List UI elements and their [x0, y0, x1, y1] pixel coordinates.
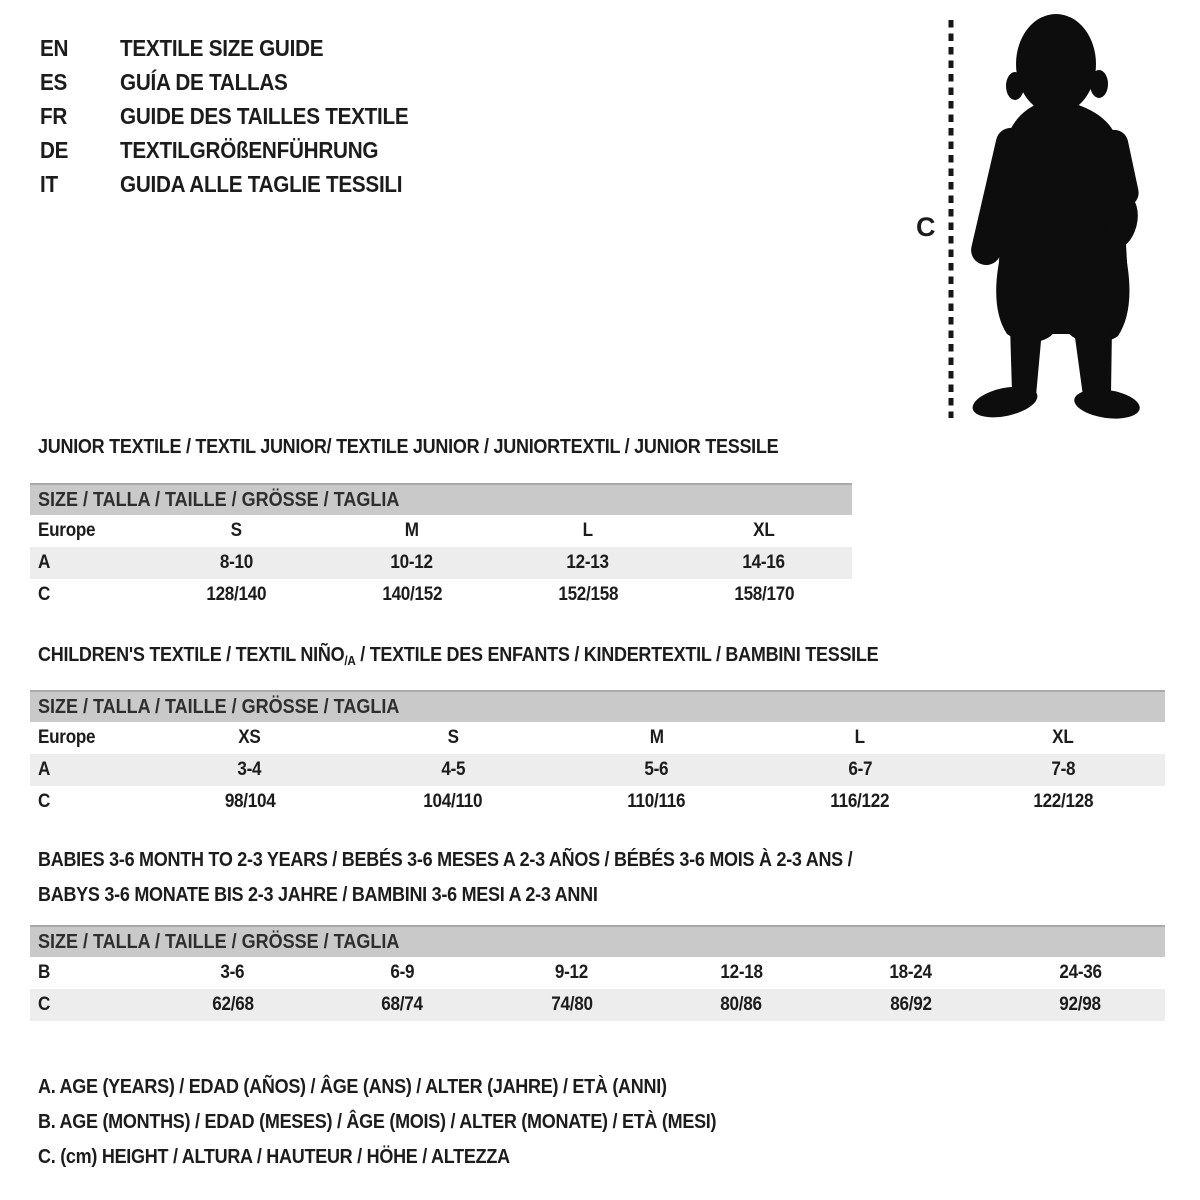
table-row [30, 579, 852, 611]
legend-line-c-text: C. (cm) HEIGHT / ALTURA / HAUTEUR / HÖHE / ALTEZZA [38, 1146, 510, 1168]
section-babies-title-line2 [38, 884, 660, 907]
table-row [30, 786, 1165, 818]
row-label [30, 754, 148, 786]
value-text: 122/128 [1033, 791, 1094, 812]
value-text: 110/116 [627, 791, 686, 812]
title-part: / TEXTILE DES ENFANTS / KINDERTEXTIL / BAMBINI TESSILE [355, 644, 879, 666]
section-children-title [38, 644, 972, 668]
value-cell [826, 957, 996, 989]
value-cell [318, 989, 488, 1021]
value-text: 86/92 [890, 994, 932, 1015]
value-cell [351, 754, 554, 786]
table-row [30, 989, 1165, 1021]
value-text: 12-18 [720, 962, 763, 983]
title-part: CHILDREN'S TEXTILE / TEXTIL NIÑO [38, 644, 345, 666]
row-label [30, 579, 148, 611]
value-text: 3-4 [237, 759, 262, 780]
value-text: 92/98 [1059, 994, 1101, 1015]
value-text: M [405, 520, 419, 541]
children-size-table [30, 690, 1165, 818]
value-cell [148, 515, 324, 547]
row-label-text: Europe [38, 520, 96, 541]
table-row [30, 754, 1165, 786]
legend-line-b [38, 1105, 792, 1140]
legend-line-a [38, 1070, 792, 1105]
section-babies-title-text: BABIES 3-6 MONTH TO 2-3 YEARS / BEBÉS 3-6 MESES A 2-3 AÑOS / BÉBÉS 3-6 MOIS À 2-3 ANS / [38, 849, 853, 871]
language-code: IT [40, 171, 58, 197]
value-cell [555, 722, 758, 754]
value-cell [657, 989, 827, 1021]
legend-line-a-text: A. AGE (YEARS) / EDAD (AÑOS) / ÂGE (ANS) / ALTER (JAHRE) / ETÀ (ANNI) [38, 1076, 667, 1098]
value-cell [996, 989, 1166, 1021]
value-cell [555, 786, 758, 818]
value-cell [826, 989, 996, 1021]
value-text: 6-9 [390, 962, 415, 983]
value-cell [324, 579, 500, 611]
value-text: XL [753, 520, 775, 541]
value-text: 7-8 [1051, 759, 1076, 780]
value-text: XS [238, 727, 261, 748]
value-cell [962, 754, 1165, 786]
height-figure [915, 0, 1165, 430]
value-text: 5-6 [644, 759, 669, 780]
value-text: 4-5 [441, 759, 466, 780]
value-cell [148, 957, 318, 989]
language-label: TEXTILE SIZE GUIDE [120, 35, 324, 61]
row-label [30, 515, 148, 547]
row-label [30, 786, 148, 818]
row-label-text: A [38, 552, 51, 573]
size-header-label: SIZE / TALLA / TAILLE / GRÖSSE / TAGLIA [38, 696, 400, 718]
language-row [40, 31, 441, 65]
row-label-text: Europe [38, 727, 96, 748]
value-text: 158/170 [734, 584, 794, 605]
language-title-list [40, 31, 441, 201]
language-row [40, 133, 441, 167]
size-header-bar [30, 925, 1165, 957]
size-header-bar [30, 690, 1165, 722]
value-text: 8-10 [219, 552, 253, 573]
value-text: 152/158 [558, 584, 618, 605]
value-cell [500, 547, 676, 579]
value-text: XL [1052, 727, 1074, 748]
row-label-text: A [38, 759, 51, 780]
title-part-subscript: /A [344, 653, 356, 668]
legend [38, 1070, 792, 1175]
row-label-text: C [38, 791, 51, 812]
value-text: L [854, 727, 866, 748]
value-text: 24-36 [1059, 962, 1102, 983]
language-label: GUIDE DES TAILLES TEXTILE [120, 103, 409, 129]
section-babies-title-line1 [38, 849, 943, 872]
table-row [30, 547, 852, 579]
language-code: EN [40, 35, 69, 61]
legend-line-c [38, 1140, 792, 1175]
language-label: TEXTILGRÖßENFÜHRUNG [120, 137, 379, 163]
language-row [40, 99, 441, 133]
language-label: GUIDA ALLE TAGLIE TESSILI [120, 171, 403, 197]
table-row [30, 515, 852, 547]
babies-size-table [30, 925, 1165, 1021]
language-code: DE [40, 137, 69, 163]
value-cell [996, 957, 1166, 989]
value-cell [324, 547, 500, 579]
value-cell [148, 722, 351, 754]
value-cell [318, 957, 488, 989]
value-cell [351, 722, 554, 754]
value-text: 104/110 [423, 791, 483, 812]
row-label [30, 989, 148, 1021]
junior-size-table [30, 483, 852, 611]
value-text: 74/80 [551, 994, 593, 1015]
value-text: L [582, 520, 594, 541]
row-label [30, 957, 148, 989]
table-row [30, 957, 1165, 989]
value-cell [676, 547, 852, 579]
value-text: 3-6 [220, 962, 245, 983]
value-text: S [230, 520, 242, 541]
row-label-text: C [38, 994, 51, 1015]
value-cell [487, 957, 657, 989]
value-text: 10-12 [390, 552, 434, 573]
row-label-text: B [38, 962, 51, 983]
row-label [30, 722, 148, 754]
value-cell [657, 957, 827, 989]
value-cell [487, 989, 657, 1021]
language-label: GUÍA DE TALLAS [120, 69, 288, 95]
value-text: 68/74 [381, 994, 423, 1015]
table-row [30, 722, 1165, 754]
value-cell [351, 786, 554, 818]
language-code: FR [40, 103, 68, 129]
value-text: 80/86 [720, 994, 762, 1015]
value-text: S [447, 727, 459, 748]
height-measure-label: C [916, 212, 936, 242]
value-cell [555, 754, 758, 786]
row-label-text: C [38, 584, 51, 605]
size-header-label: SIZE / TALLA / TAILLE / GRÖSSE / TAGLIA [38, 489, 400, 511]
value-cell [148, 754, 351, 786]
value-cell [758, 722, 961, 754]
value-text: 6-7 [847, 759, 872, 780]
value-text: M [649, 727, 664, 748]
value-text: 62/68 [212, 994, 254, 1015]
value-cell [148, 786, 351, 818]
value-text: 18-24 [889, 962, 932, 983]
value-cell [148, 989, 318, 1021]
size-header-label: SIZE / TALLA / TAILLE / GRÖSSE / TAGLIA [38, 931, 400, 953]
value-text: 98/104 [224, 791, 276, 812]
value-text: 128/140 [206, 584, 266, 605]
section-babies-title-text: BABYS 3-6 MONATE BIS 2-3 JAHRE / BAMBINI 3-6 MESI A 2-3 ANNI [38, 884, 598, 906]
row-label [30, 547, 148, 579]
language-row [40, 167, 441, 201]
value-cell [148, 547, 324, 579]
language-code: ES [40, 69, 68, 95]
toddler-silhouette-icon [915, 0, 1165, 430]
value-text: 116/122 [830, 791, 890, 812]
value-cell [962, 786, 1165, 818]
value-cell [758, 754, 961, 786]
legend-line-b-text: B. AGE (MONTHS) / EDAD (MESES) / ÂGE (MOIS) / ALTER (MONATE) / ETÀ (MESI) [38, 1111, 717, 1133]
value-text: 14-16 [742, 552, 786, 573]
value-cell [962, 722, 1165, 754]
value-text: 9-12 [555, 962, 589, 983]
size-header-bar [30, 483, 852, 515]
language-row [40, 65, 441, 99]
section-junior-title-text: JUNIOR TEXTILE / TEXTIL JUNIOR/ TEXTILE JUNIOR / JUNIORTEXTIL / JUNIOR TESSILE [38, 436, 779, 458]
value-text: 12-13 [566, 552, 610, 573]
section-junior-title [38, 436, 861, 459]
value-cell [676, 515, 852, 547]
value-cell [500, 579, 676, 611]
value-text: 140/152 [382, 584, 442, 605]
value-cell [500, 515, 676, 547]
value-cell [324, 515, 500, 547]
value-cell [676, 579, 852, 611]
value-cell [148, 579, 324, 611]
section-children-title-text [38, 644, 878, 668]
value-cell [758, 786, 961, 818]
